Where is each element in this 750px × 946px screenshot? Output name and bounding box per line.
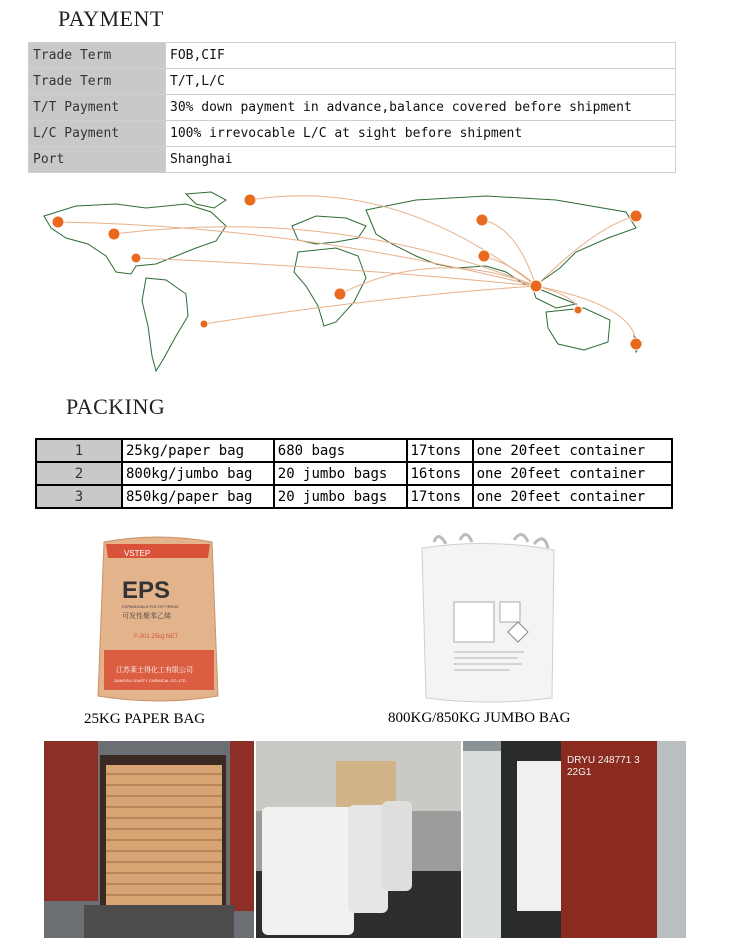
location-marker-icon bbox=[200, 320, 208, 328]
packing-weight: 17tons bbox=[407, 439, 473, 462]
jumbo-bag-caption: 800KG/850KG JUMBO BAG bbox=[388, 710, 571, 726]
location-marker-icon bbox=[131, 253, 141, 263]
location-marker-icon bbox=[630, 338, 642, 350]
packing-spec: 850kg/paper bag bbox=[122, 485, 274, 508]
packing-container: one 20feet container bbox=[473, 439, 672, 462]
jumbo-bag-image bbox=[414, 528, 562, 708]
payment-value: T/T,L/C bbox=[166, 69, 676, 95]
packing-weight: 16tons bbox=[407, 462, 473, 485]
container-number-label: DRYU 248771 3 bbox=[567, 755, 640, 766]
bag-company-en: JIANGSU LEASTY CHEMICAL CO.,LTD. bbox=[114, 678, 188, 683]
bag-grade: F-301 25kg NET bbox=[134, 634, 179, 640]
packing-table bbox=[35, 438, 673, 509]
container-jumbo-bag-photo bbox=[463, 741, 686, 938]
payment-table bbox=[28, 42, 676, 173]
payment-heading: PAYMENT bbox=[58, 6, 164, 31]
table-row bbox=[29, 69, 676, 95]
bag-chinese-name: 可发性聚苯乙烯 bbox=[122, 612, 171, 620]
paper-bag-image bbox=[94, 532, 222, 706]
bag-brand: VSTEP bbox=[124, 549, 151, 558]
table-row bbox=[29, 43, 676, 69]
table-row bbox=[36, 485, 672, 508]
container-type-label: 22G1 bbox=[567, 767, 592, 778]
packing-qty: 20 jumbo bags bbox=[274, 485, 407, 508]
packing-no: 1 bbox=[36, 439, 122, 462]
payment-label: Trade Term bbox=[29, 43, 166, 69]
payment-label: T/T Payment bbox=[29, 95, 166, 121]
packing-no: 2 bbox=[36, 462, 122, 485]
table-row bbox=[36, 439, 672, 462]
packing-spec: 25kg/paper bag bbox=[122, 439, 274, 462]
world-map-continents bbox=[44, 192, 642, 371]
location-marker-icon bbox=[630, 210, 642, 222]
packing-no: 3 bbox=[36, 485, 122, 508]
world-map-image bbox=[36, 186, 668, 382]
warehouse-jumbo-bags-photo bbox=[256, 741, 461, 938]
packing-heading: PACKING bbox=[66, 394, 166, 419]
packing-weight: 17tons bbox=[407, 485, 473, 508]
payment-label: Port bbox=[29, 147, 166, 173]
bag-product-name: EPS bbox=[122, 577, 171, 604]
payment-value: 30% down payment in advance,balance covered before shipment bbox=[166, 95, 676, 121]
payment-value: FOB,CIF bbox=[166, 43, 676, 69]
packing-container: one 20feet container bbox=[473, 462, 672, 485]
packing-container: one 20feet container bbox=[473, 485, 672, 508]
packing-qty: 20 jumbo bags bbox=[274, 462, 407, 485]
container-paper-bags-photo bbox=[44, 741, 254, 938]
packing-qty: 680 bags bbox=[274, 439, 407, 462]
payment-value: 100% irrevocable L/C at sight before shipment bbox=[166, 121, 676, 147]
location-marker-icon bbox=[574, 306, 582, 314]
table-row bbox=[29, 147, 676, 173]
table-row bbox=[29, 95, 676, 121]
bag-company-cn: 江苏莱士得化工有限公司 bbox=[116, 666, 193, 674]
location-marker-icon bbox=[108, 228, 120, 240]
location-marker-icon bbox=[52, 216, 64, 228]
payment-label: Trade Term bbox=[29, 69, 166, 95]
location-marker-icon bbox=[478, 250, 490, 262]
payment-value: Shanghai bbox=[166, 147, 676, 173]
location-marker-icon bbox=[476, 214, 488, 226]
table-row bbox=[29, 121, 676, 147]
table-row bbox=[36, 462, 672, 485]
payment-label: L/C Payment bbox=[29, 121, 166, 147]
bag-subtitle: EXPANDABLE POLYSTYRENE bbox=[122, 604, 179, 609]
paper-bag-caption: 25KG PAPER BAG bbox=[84, 711, 206, 727]
location-marker-icon bbox=[334, 288, 346, 300]
location-marker-icon bbox=[244, 194, 256, 206]
packing-spec: 800kg/jumbo bag bbox=[122, 462, 274, 485]
location-marker-icon bbox=[530, 280, 542, 292]
